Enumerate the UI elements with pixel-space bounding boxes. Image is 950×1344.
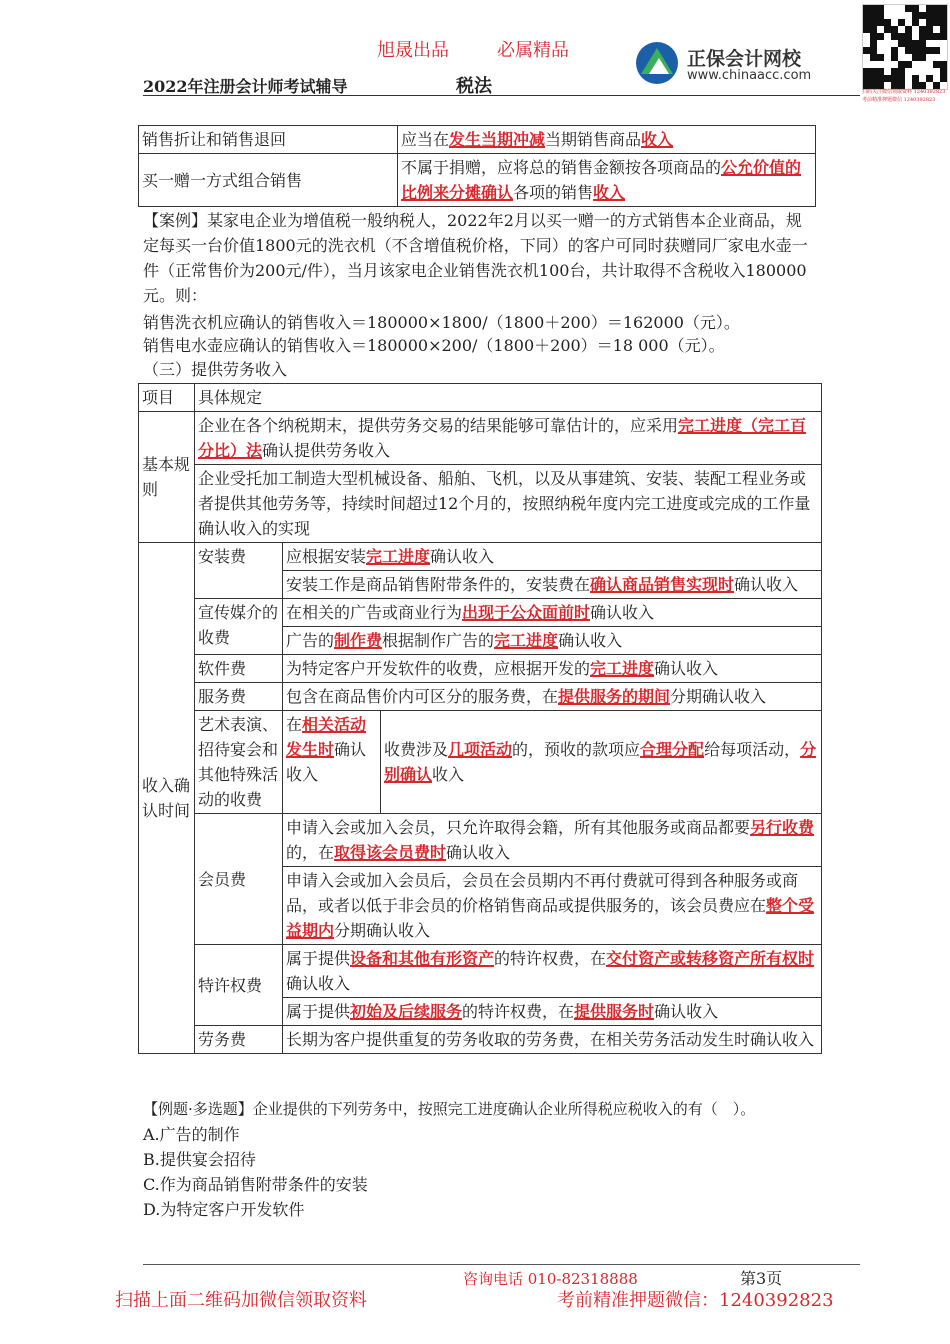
table-cell: 属于提供初始及后续服务的特许权费，在提供服务时确认收入 (283, 998, 822, 1026)
footer-right-note: 考前精准押题微信：1240392823 (557, 1290, 834, 1311)
table-row (139, 384, 822, 412)
table-cell: 属于提供设备和其他有形资产的特许权费，在交付资产或转移资产所有权时确认收入 (283, 945, 822, 998)
income-time-label: 收入确认时间 (139, 543, 195, 1054)
table-cell: 为特定客户开发软件的收费，应根据开发的完工进度确认收入 (283, 655, 822, 683)
option-d: D.为特定客户开发软件 (143, 1200, 305, 1219)
slogan-left: 旭晟出品 (377, 40, 449, 61)
subject-title: 税法 (456, 76, 492, 97)
table-cell: 安装工作是商品销售附带条件的，安装费在确认商品销售实现时确认收入 (283, 571, 822, 599)
service-label: 服务费 (195, 683, 283, 711)
member-label: 会员费 (195, 814, 283, 945)
franchise-label: 特许权费 (195, 945, 283, 1026)
table-row (139, 465, 822, 543)
question-stem: 【例题·多选题】企业提供的下列劳务中，按照完工进度确认企业所得税应税收入的有（ ）。 (143, 1100, 756, 1118)
footer-rule (143, 1264, 860, 1265)
brand-logo-icon (633, 40, 681, 86)
art-label: 艺术表演、招待宴会和其他特殊活动的收费 (195, 711, 283, 814)
doc-title: 2022年注册会计师考试辅导 (143, 77, 348, 96)
table-cell: 应根据安装完工进度确认收入 (283, 543, 822, 571)
table-cell: 申请入会或加入会员后，会员在会员期内不再付费就可得到各种服务或商品，或者以低于非会员的价格销售商品或提供服务的，该会员费应在整个受益期内分期确认收入 (283, 867, 822, 945)
software-label: 软件费 (195, 655, 283, 683)
table-row (139, 814, 822, 867)
install-label: 安装费 (195, 543, 283, 599)
section-title: （三）提供劳务收入 (143, 360, 288, 379)
table-cell: 收费涉及几项活动的，预收的款项应合理分配给每项活动，分别确认收入 (381, 711, 822, 814)
qr-caption-2: 考前精准押题微信 1240392823 (862, 97, 936, 103)
table-cell: 长期为客户提供重复的劳务收取的劳务费，在相关劳务活动发生时确认收入 (283, 1026, 822, 1054)
table-row (139, 126, 816, 154)
table-cell: 申请入会或加入会员，只允许取得会籍，所有其他服务或商品都要另行收费的，在取得该会员费时确认收入 (283, 814, 822, 867)
table-cell: 企业在各个纳税期末，提供劳务交易的结果能够可靠估计的，应采用完工进度（完工百分比）法确认提供劳务收入 (195, 412, 822, 465)
case-paragraph: 【案例】某家电企业为增值税一般纳税人，2022年2月以买一赠一的方式销售本企业商品，规定每买一台价值1800元的洗衣机（不含增值税价格，下同）的客户可同时获赠同厂家电水壶一件（正常售价为200元/件），当月该家电企业销售洗衣机100台，共计取得不含税收入180000元。则： (143, 211, 808, 305)
sales-table (138, 125, 816, 207)
table-cell: 买一赠一方式组合销售 (139, 154, 398, 207)
table-cell: 不属于捐赠，应将总的销售金额按各项商品的公允价值的比例来分摊确认各项的销售收入 (398, 154, 816, 207)
brand-url[interactable]: www.chinaacc.com (687, 68, 812, 83)
media-label: 宣传媒介的收费 (195, 599, 283, 655)
table-row (139, 1026, 822, 1054)
table-row (139, 412, 822, 465)
footer-left-note: 扫描上面二维码加微信领取资料 (115, 1290, 367, 1311)
qr-code-icon (862, 4, 948, 90)
case-calc-1: 销售洗衣机应确认的销售收入＝180000×1800/（1800＋200）＝162000（元）。 (143, 313, 740, 332)
table-cell: 在相关的广告或商业行为出现于公众面前时确认收入 (283, 599, 822, 627)
table-row (139, 154, 816, 207)
brand-name: 正保会计网校 (687, 48, 802, 70)
option-a: A.广告的制作 (143, 1125, 240, 1144)
table-cell: 包含在商品售价内可区分的服务费，在提供服务的期间分期确认收入 (283, 683, 822, 711)
table-cell: 销售折让和销售退回 (139, 126, 398, 154)
basic-rule-label: 基本规则 (139, 412, 195, 543)
table-row (139, 599, 822, 627)
option-c: C.作为商品销售附带条件的安装 (143, 1175, 368, 1194)
case-calc-2: 销售电水壶应确认的销售收入＝180000×200/（1800＋200）＝18 000（元）。 (143, 336, 725, 355)
table-cell: 企业受托加工制造大型机械设备、船舶、飞机，以及从事建筑、安装、装配工程业务或者提供其他劳务等，持续时间超过12个月的，按照纳税年度内完工进度或完成的工作量确认收入的实现 (195, 465, 822, 543)
header-rule (143, 95, 860, 96)
header-cell: 项目 (139, 384, 195, 412)
page-number: 第3页 (740, 1269, 783, 1288)
table-row (139, 683, 822, 711)
option-b: B.提供宴会招待 (143, 1150, 256, 1169)
slogan-right: 必属精品 (497, 40, 569, 61)
table-row (139, 543, 822, 571)
table-cell: 应当在发生当期冲减当期销售商品收入 (398, 126, 816, 154)
table-row (139, 711, 822, 814)
table-cell: 在相关活动发生时确认收入 (283, 711, 381, 814)
qr-caption-1: 扫码关注微信领取资料 1240392823 (862, 89, 946, 95)
table-row (139, 655, 822, 683)
table-cell: 广告的制作费根据制作广告的完工进度确认收入 (283, 627, 822, 655)
service-income-table (138, 383, 822, 1054)
labor-label: 劳务费 (195, 1026, 283, 1054)
hotline: 咨询电话 010-82318888 (463, 1270, 638, 1288)
header-cell: 具体规定 (195, 384, 822, 412)
table-row (139, 945, 822, 998)
